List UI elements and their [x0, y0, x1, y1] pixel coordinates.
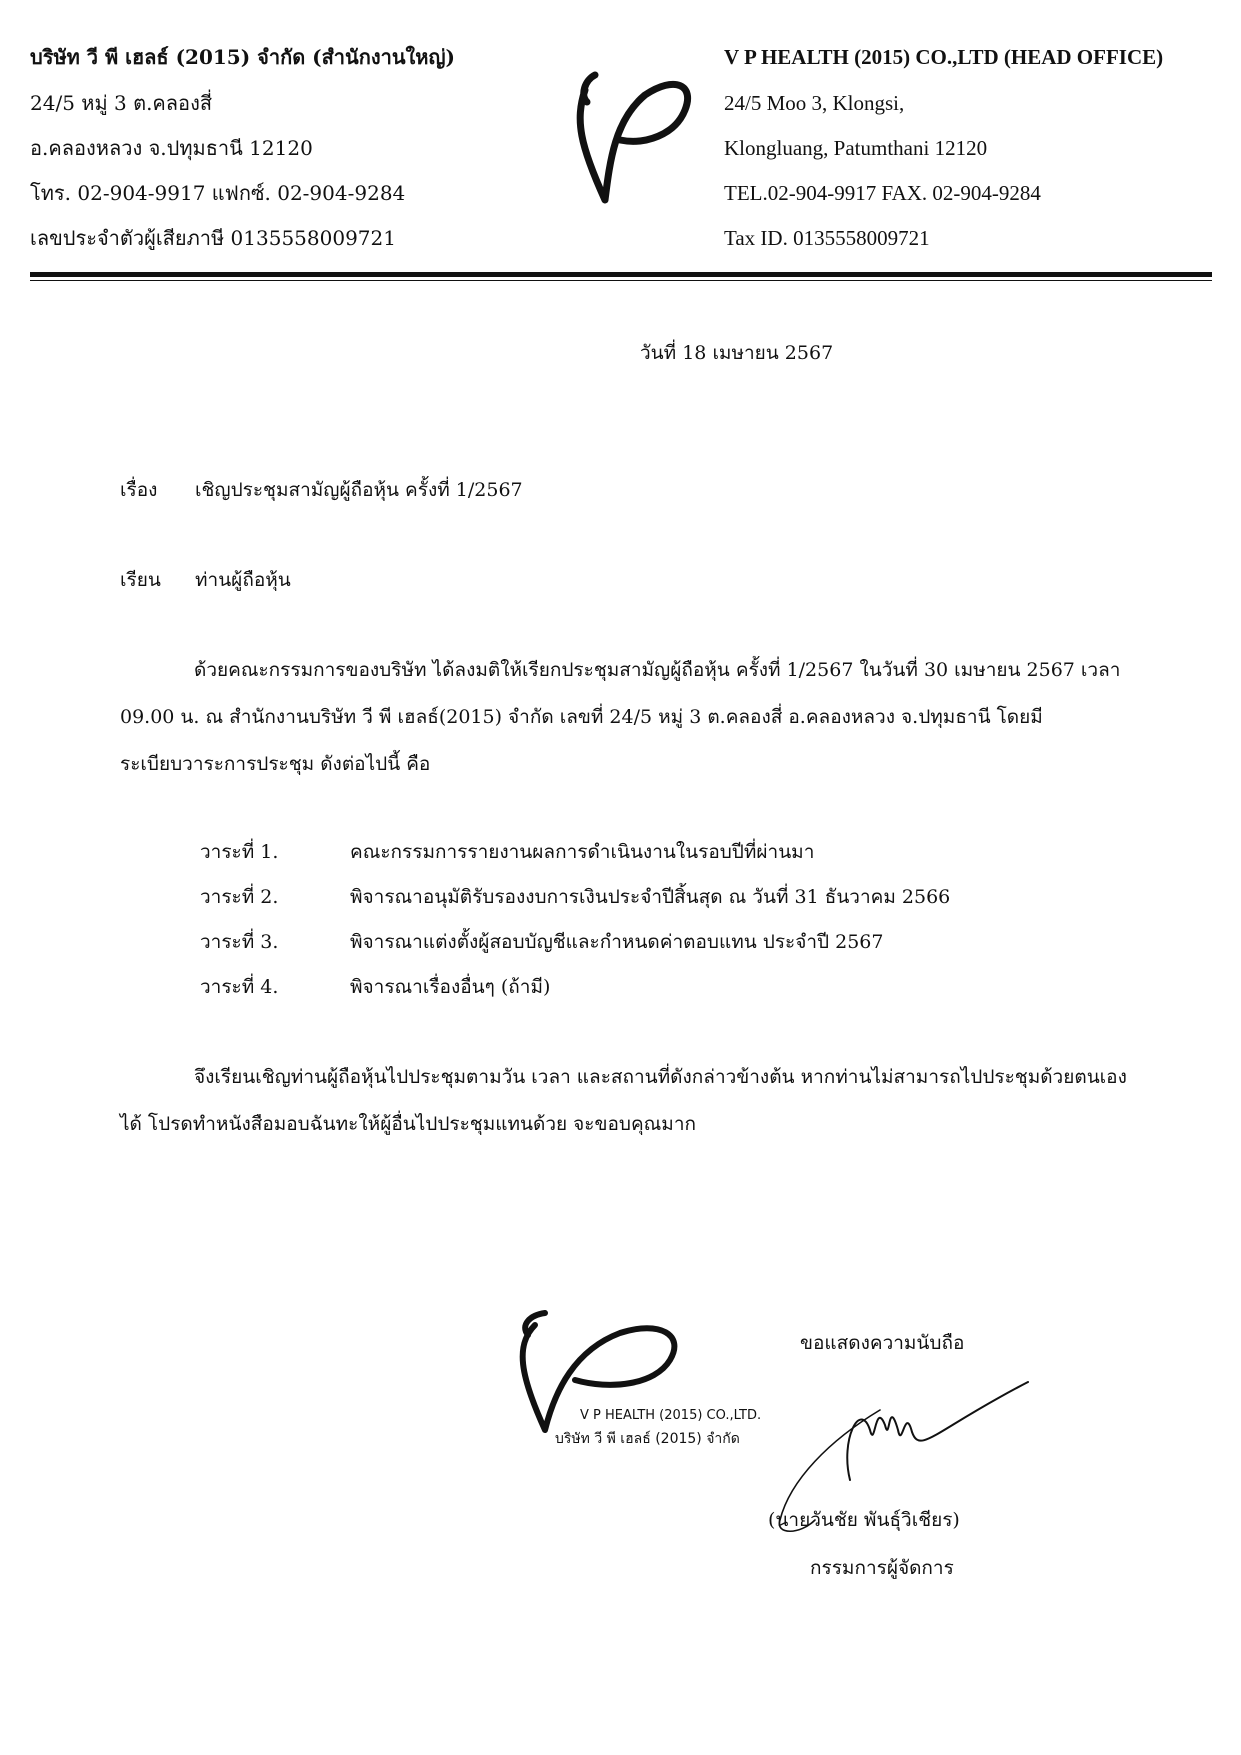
stamp-company-th: บริษัท วี พี เฮลธ์ (2015) จำกัด: [555, 1431, 740, 1447]
agenda-text: พิจารณาแต่งตั้งผู้สอบบัญชีและกำหนดค่าตอบแทน ประจำปี 2567: [350, 931, 884, 953]
letter-date: วันที่ 18 เมษายน 2567: [640, 342, 834, 364]
tax-id-th: เลขประจำตัวผู้เสียภาษี 0135558009721: [30, 226, 396, 250]
agenda-text: คณะกรรมการรายงานผลการดำเนินงานในรอบปีที่ผ่านมา: [350, 841, 815, 863]
address-line1-en: 24/5 Moo 3, Klongsi,: [724, 91, 905, 115]
header-rule-thin: [30, 280, 1212, 281]
intro-text: ด้วยคณะกรรมการของบริษัท ได้ลงมติให้เรียกประชุมสามัญผู้ถือหุ้น ครั้งที่ 1/2567 ในวันที่ 30 เมษายน 2567 เวลา 09.00 น. ณ สำนักงานบริษัท วี พี เฮลธ์(2015) จำกัด เลขที่ 24/5 หมู่ 3 ต.คลองสี่ อ.คลองหลวง จ.ปทุมธานี โดยมีระเบียบวาระการประชุม ดังต่อไปนี้ คือ: [120, 659, 1121, 775]
stamp-company-en: V P HEALTH (2015) CO.,LTD.: [580, 1408, 762, 1423]
agenda-text: พิจารณาเรื่องอื่นๆ (ถ้ามี): [350, 976, 551, 998]
agenda-item: [200, 929, 883, 955]
agenda-item: [200, 974, 550, 1000]
agenda-number: วาระที่ 2.: [200, 886, 279, 908]
agenda-text: พิจารณาอนุมัติรับรองงบการเงินประจำปีสิ้นสุด ณ วันที่ 31 ธันวาคม 2566: [350, 886, 951, 908]
address-line2-th: อ.คลองหลวง จ.ปทุมธานี 12120: [30, 136, 313, 160]
contact-en: TEL.02-904-9917 FAX. 02-904-9284: [724, 181, 1041, 205]
agenda-number: วาระที่ 3.: [200, 931, 279, 953]
agenda-item: [200, 884, 950, 910]
signer-title: กรรมการผู้จัดการ: [810, 1557, 954, 1579]
address-line2-en: Klongluang, Patumthani 12120: [724, 136, 988, 160]
company-name-th: บริษัท วี พี เฮลธ์ (2015) จำกัด (สำนักงานใหญ่): [30, 45, 455, 69]
contact-th: โทร. 02-904-9917 แฟกซ์. 02-904-9284: [30, 181, 406, 205]
regards-text: ขอแสดงความนับถือ: [800, 1332, 965, 1354]
company-logo: [565, 50, 700, 220]
intro-paragraph: [120, 647, 1140, 788]
tax-id-en: Tax ID. 0135558009721: [724, 226, 930, 250]
closing-paragraph: [120, 1054, 1140, 1148]
company-name-en: V P HEALTH (2015) CO.,LTD (HEAD OFFICE): [724, 45, 1164, 69]
agenda-number: วาระที่ 4.: [200, 976, 279, 998]
header-rule-thick: [30, 272, 1212, 277]
address-line1-th: 24/5 หมู่ 3 ต.คลองสี่: [30, 91, 213, 115]
subject-label: เรื่อง: [120, 479, 158, 501]
closing-text: จึงเรียนเชิญท่านผู้ถือหุ้นไปประชุมตามวัน เวลา และสถานที่ดังกล่าวข้างต้น หากท่านไม่สามารถไปประชุมด้วยตนเองได้ โปรดทำหนังสือมอบฉันทะให้ผู้อื่นไปประชุมแทนด้วย จะขอบคุณมาก: [120, 1066, 1127, 1135]
agenda-item: [200, 839, 814, 865]
to-text: ท่านผู้ถือหุ้น: [195, 569, 291, 591]
to-label: เรียน: [120, 569, 161, 591]
subject-text: เชิญประชุมสามัญผู้ถือหุ้น ครั้งที่ 1/2567: [195, 479, 523, 501]
agenda-number: วาระที่ 1.: [200, 841, 279, 863]
signer-name: (นายวันชัย พันธุ์วิเชียร): [768, 1509, 960, 1531]
